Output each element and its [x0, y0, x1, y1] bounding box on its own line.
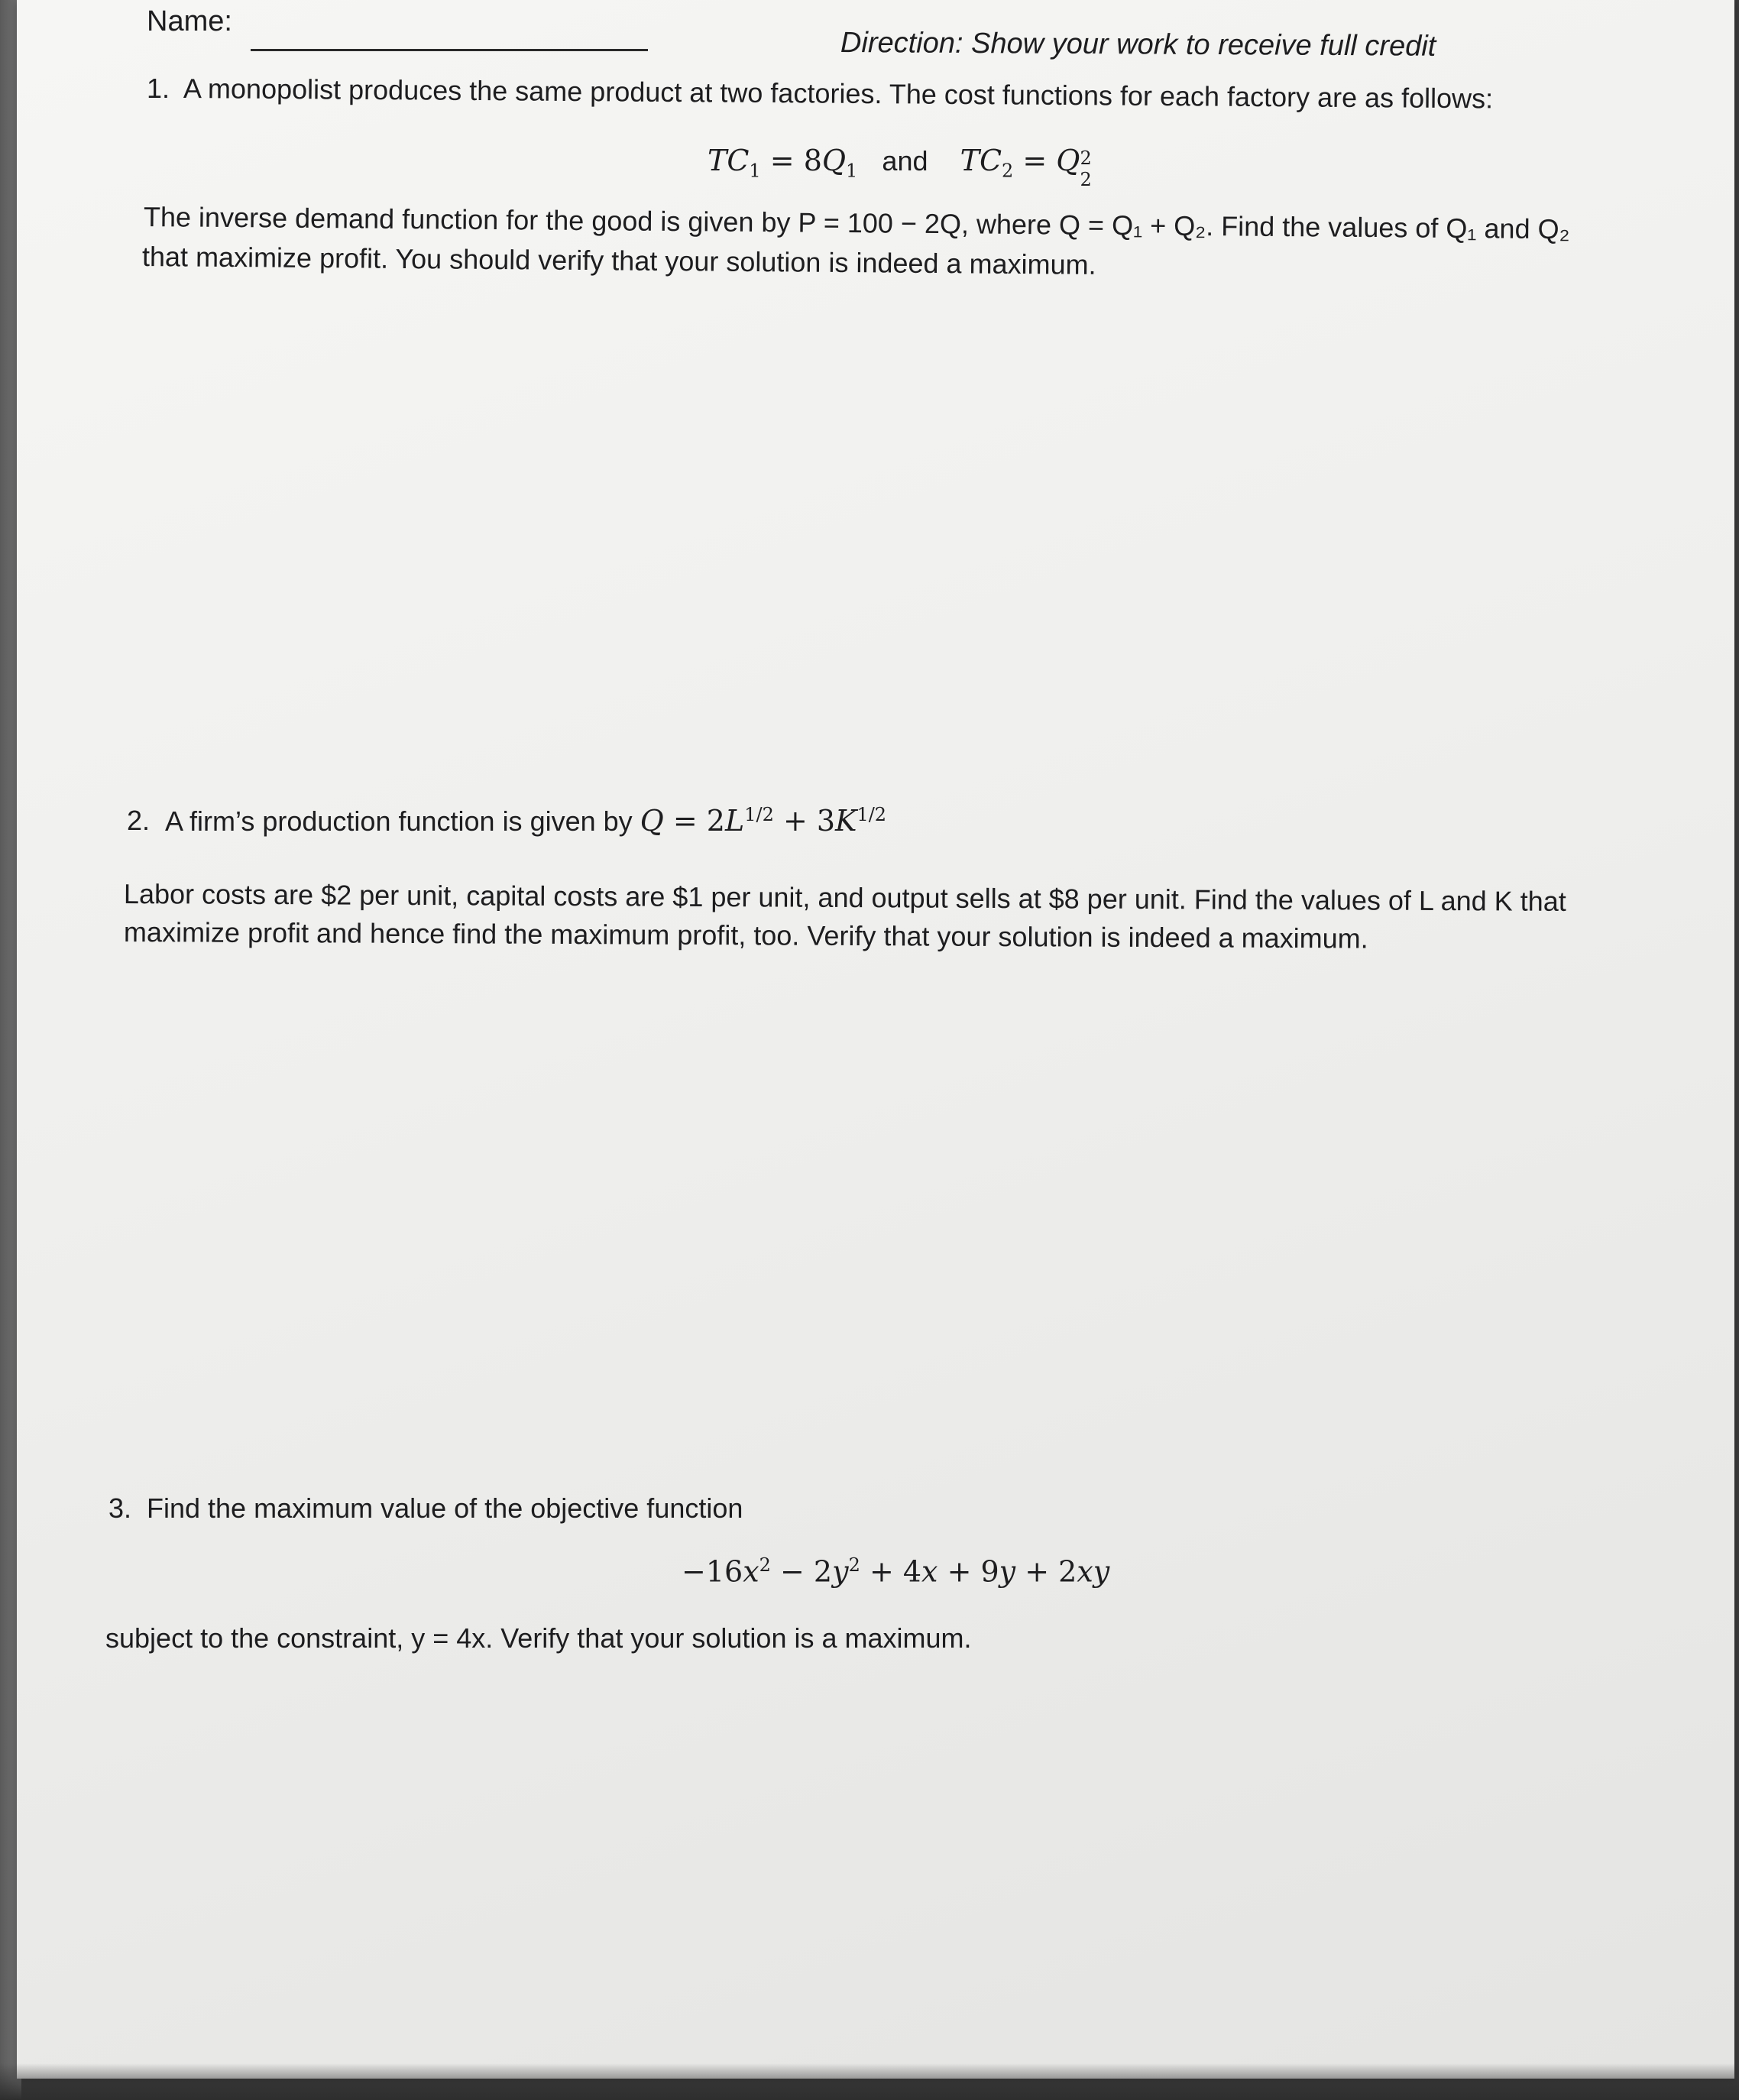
question-1-body-line-2: that maximize profit. You should verify that your solution is indeed a maximum. — [141, 241, 1096, 280]
bottom-edge-shadow — [0, 2063, 1739, 2100]
worksheet-page — [17, 0, 1734, 2079]
question-1-number: 1. — [147, 73, 170, 104]
question-1-cost-equation: $TC_1 = 8Q_1$ and $TC_2 = Q$ 2 2 — [708, 144, 1092, 190]
question-3-constraint: subject to the constraint, y = 4x. Verify that your solution is a maximum. — [105, 1622, 972, 1654]
question-3-intro: Find the maximum value of the objective function — [147, 1492, 743, 1524]
question-3-objective-function: $-16x^2 - 2y^2 + 4x + 9y + 2xy$ — [682, 1554, 1110, 1589]
question-2-intro: A firm’s production function is given by $Q = 2L^{1/2} + 3K^{1/2}$ — [165, 804, 887, 838]
name-label: Name: — [147, 5, 232, 37]
name-blank-line[interactable] — [251, 49, 648, 51]
question-2-body-line-1: Labor costs are $2 per unit, capital costs are $1 per unit, and output sells at $8 per unit. Find the values of L and K that — [123, 878, 1566, 917]
question-1-body-line-1: The inverse demand function for the good is given by P = 100 − 2Q, where Q = Q₁ + Q₂. Find the values of Q₁ and Q₂ — [143, 201, 1570, 245]
question-2-body-line-2: maximize profit and hence find the maximum profit, too. Verify that your solution is indeed a maximum. — [123, 916, 1368, 954]
question-3-number: 3. — [108, 1492, 132, 1524]
question-2-intro-text: A firm’s production function is given by — [165, 805, 640, 837]
question-2-number: 2. — [127, 805, 151, 836]
direction-text: Direction: Show your work to receive full credit — [840, 27, 1436, 63]
question-1-intro: A monopolist produces the same product at two factories. The cost functions for each factory are as follows: — [183, 73, 1494, 115]
